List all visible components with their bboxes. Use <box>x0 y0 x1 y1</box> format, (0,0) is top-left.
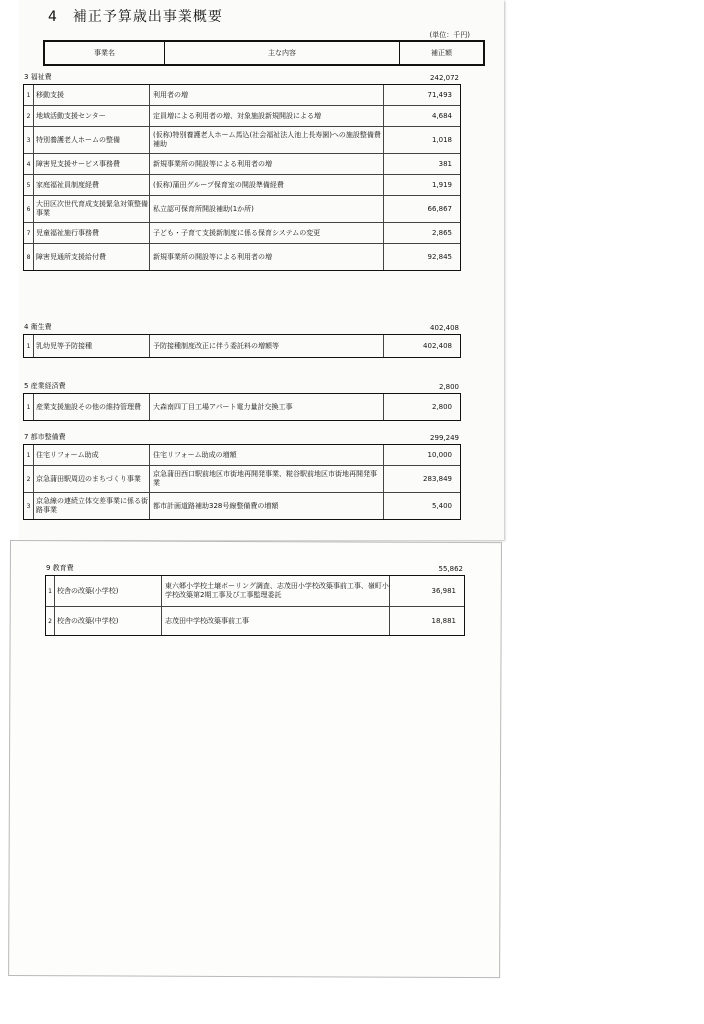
project-content: 都市計画道路補助328号線整備費の増額 <box>150 493 384 519</box>
table-row <box>24 154 460 175</box>
table-row <box>24 493 460 519</box>
budget-section <box>23 379 461 421</box>
section-heading <box>23 379 461 391</box>
table-row <box>24 445 460 466</box>
project-content: 利用者の増 <box>150 85 384 105</box>
row-number: 3 <box>24 493 34 519</box>
section-label: 7 都市整備費 <box>24 433 66 441</box>
row-number: 5 <box>24 175 34 195</box>
project-content: 京急蒲田西口駅前地区市街地再開発事業、糀谷駅前地区市街地再開発事業 <box>150 466 384 492</box>
row-number: 2 <box>24 466 34 492</box>
project-name: 障害児通所支援給付費 <box>34 244 150 270</box>
budget-section <box>23 70 461 271</box>
header-amount: 補正額 <box>431 49 452 57</box>
project-amount: 1,018 <box>431 136 452 144</box>
table-header <box>43 40 485 66</box>
project-content: 大森南四丁目工場アパート電力量計交換工事 <box>150 394 384 420</box>
project-amount: 381 <box>438 160 452 168</box>
project-content: (仮称)蒲田グループ保育室の開設準備経費 <box>150 175 384 195</box>
project-amount: 10,000 <box>427 451 452 459</box>
table-row <box>46 607 464 635</box>
unit-label: (単位：千円) <box>429 31 470 39</box>
table-row <box>24 223 460 244</box>
project-name: 校舎の改築(中学校) <box>55 607 162 635</box>
page-title: 4 補正予算歳出事業概要 <box>48 9 223 25</box>
project-name: 住宅リフォーム助成 <box>34 445 150 465</box>
table-row <box>24 85 460 106</box>
budget-section <box>23 430 461 520</box>
row-number: 8 <box>24 244 34 270</box>
section-total: 299,249 <box>430 434 459 442</box>
project-name: 校舎の改築(小学校) <box>55 576 162 606</box>
project-amount: 283,849 <box>423 475 452 483</box>
project-name: 移動支援 <box>34 85 150 105</box>
section-total: 55,862 <box>438 565 463 573</box>
section-heading <box>23 320 461 332</box>
table-row <box>24 466 460 493</box>
project-amount: 4,684 <box>431 112 452 120</box>
project-content: 予防接種制度改正に伴う委託料の増額等 <box>150 335 384 357</box>
project-name: 地域活動支援センター <box>34 106 150 126</box>
section-total: 242,072 <box>430 74 459 82</box>
project-amount: 71,493 <box>427 91 452 99</box>
section-label: 4 衛生費 <box>24 323 52 331</box>
project-amount: 2,800 <box>431 403 452 411</box>
project-content: 住宅リフォーム助成の増額 <box>150 445 384 465</box>
project-content: 定員増による利用者の増、対象施設新規開設による増 <box>150 106 384 126</box>
header-content: 主な内容 <box>165 42 400 64</box>
row-number: 3 <box>24 127 34 153</box>
row-number: 4 <box>24 154 34 174</box>
section-heading <box>23 430 461 442</box>
section-table <box>23 444 461 520</box>
table-row <box>46 576 464 607</box>
row-number: 1 <box>24 445 34 465</box>
project-amount: 402,408 <box>423 342 452 350</box>
section-heading <box>23 70 461 82</box>
section-label: 9 教育費 <box>46 564 74 572</box>
project-name: 大田区次世代育成支援緊急対策整備事業 <box>34 196 150 222</box>
section-table <box>23 393 461 421</box>
table-row <box>24 394 460 420</box>
table-row <box>24 175 460 196</box>
project-name: 京急線の連続立体交差事業に係る街路事業 <box>34 493 150 519</box>
table-row <box>24 335 460 357</box>
project-content: 子ども・子育て支援新制度に係る保育システムの変更 <box>150 223 384 243</box>
project-amount: 36,981 <box>431 587 456 595</box>
section-table <box>23 334 461 358</box>
section-table <box>23 84 461 271</box>
section-label: 3 福祉費 <box>24 73 52 81</box>
project-content: 志茂田中学校改築事前工事 <box>162 607 390 635</box>
section-table <box>45 575 465 636</box>
section-total: 402,408 <box>430 324 459 332</box>
row-number: 6 <box>24 196 34 222</box>
project-content: 私立認可保育所開設補助(1か所) <box>150 196 384 222</box>
row-number: 2 <box>46 607 55 635</box>
project-name: 家庭福祉員制度経費 <box>34 175 150 195</box>
project-amount: 92,845 <box>427 253 452 261</box>
project-amount: 18,881 <box>431 617 456 625</box>
project-name: 京急蒲田駅周辺のまちづくり事業 <box>34 466 150 492</box>
row-number: 1 <box>46 576 55 606</box>
budget-section <box>45 553 465 636</box>
row-number: 1 <box>24 335 34 357</box>
row-number: 1 <box>24 85 34 105</box>
row-number: 1 <box>24 394 34 420</box>
header-name: 事業名 <box>45 42 165 64</box>
table-row <box>24 196 460 223</box>
row-number: 2 <box>24 106 34 126</box>
project-content: 新規事業所の開設等による利用者の増 <box>150 244 384 270</box>
project-amount: 2,865 <box>431 229 452 237</box>
project-name: 障害児支援サービス事務費 <box>34 154 150 174</box>
section-label: 5 産業経済費 <box>24 382 66 390</box>
table-row <box>24 127 460 154</box>
project-amount: 1,919 <box>431 181 452 189</box>
project-content: 新規事業所の開設等による利用者の増 <box>150 154 384 174</box>
project-content: 東六郷小学校土壌ボーリング調査、志茂田小学校改築事前工事、嶺町小学校改築第2期工事及び工事監理委託 <box>162 576 390 606</box>
section-heading <box>45 553 465 573</box>
project-content: (仮称)特別養護老人ホーム馬込(社会福祉法人池上長寿園)への施設整備費補助 <box>150 127 384 153</box>
table-row <box>24 244 460 270</box>
project-amount: 5,400 <box>431 502 452 510</box>
budget-section <box>23 320 461 358</box>
section-total: 2,800 <box>438 383 459 391</box>
row-number: 7 <box>24 223 34 243</box>
table-row <box>24 106 460 127</box>
project-name: 産業支援施設その他の維持管理費 <box>34 394 150 420</box>
project-name: 児童福祉施行事務費 <box>34 223 150 243</box>
project-amount: 66,867 <box>427 205 452 213</box>
project-name: 特別養護老人ホームの整備 <box>34 127 150 153</box>
project-name: 乳幼児等予防接種 <box>34 335 150 357</box>
